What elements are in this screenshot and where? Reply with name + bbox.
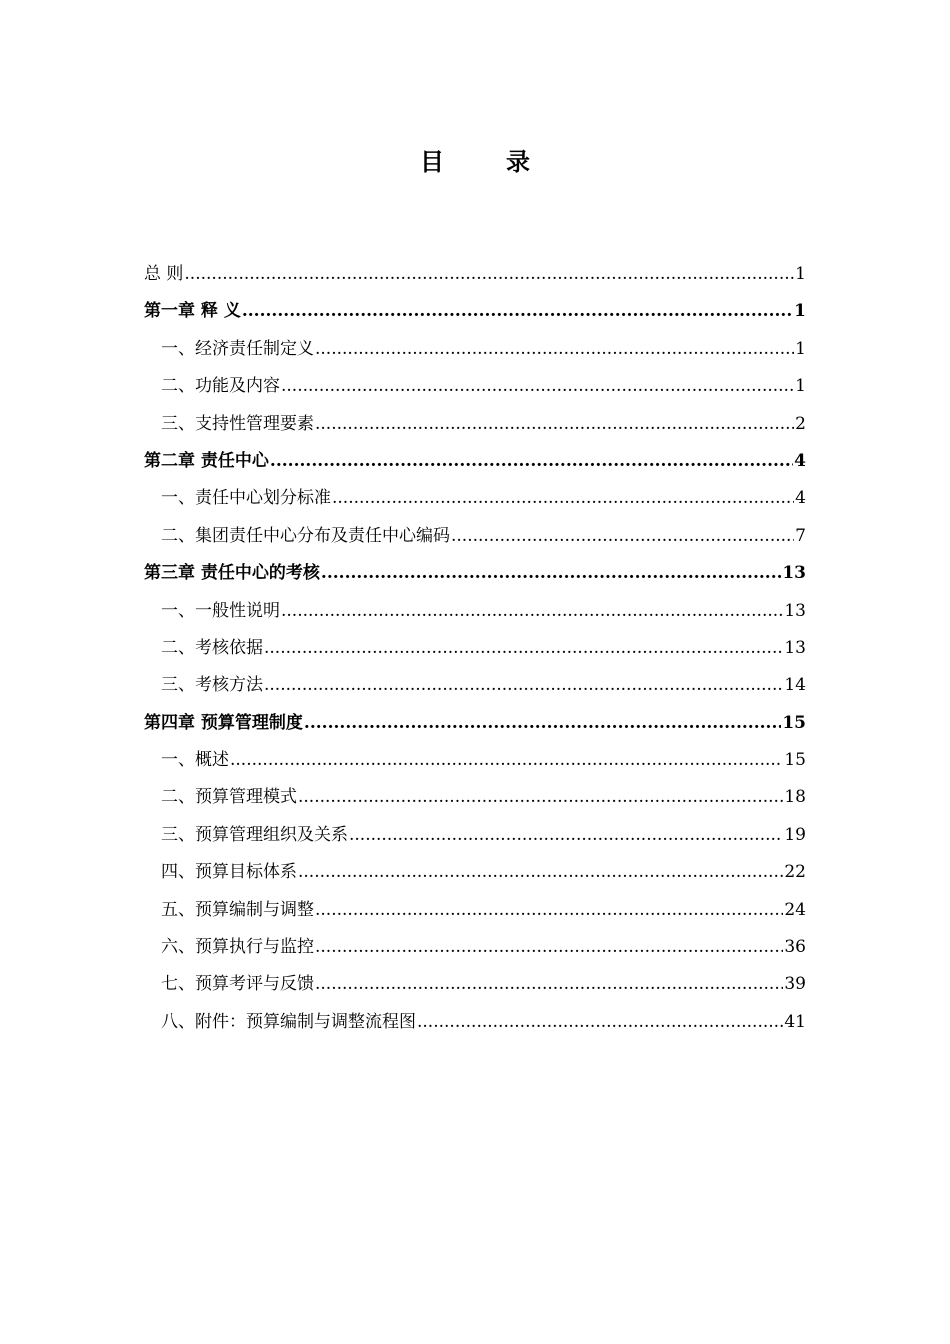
toc-entry-section[interactable] bbox=[144, 892, 806, 929]
toc-entry-page: 14 bbox=[784, 675, 806, 696]
toc-entry-section[interactable] bbox=[144, 593, 806, 630]
toc-dot-leader bbox=[264, 667, 783, 704]
toc-entry-page: 4 bbox=[794, 450, 806, 471]
toc-entry-section[interactable] bbox=[144, 667, 806, 704]
toc-entry-page: 41 bbox=[784, 1011, 806, 1032]
toc-entry-label: 二、集团责任中心分布及责任中心编码 bbox=[161, 525, 450, 546]
toc-entry-label: 一、概述 bbox=[161, 750, 229, 771]
toc-entry-page: 7 bbox=[795, 525, 806, 546]
toc-entry-label: 二、预算管理模式 bbox=[161, 787, 297, 808]
toc-entry-page: 13 bbox=[784, 600, 806, 621]
toc-entry-label: 一、一般性说明 bbox=[161, 600, 280, 621]
toc-dot-leader bbox=[242, 293, 793, 330]
toc-entry-label: 一、经济责任制定义 bbox=[161, 338, 314, 359]
toc-entry-chapter[interactable] bbox=[144, 705, 806, 742]
toc-entry-label: 第四章 预算管理制度 bbox=[144, 712, 303, 733]
toc-entry-label: 二、功能及内容 bbox=[161, 376, 280, 397]
toc-dot-leader bbox=[321, 555, 781, 592]
toc-entry-page: 22 bbox=[784, 862, 806, 883]
toc-dot-leader bbox=[298, 779, 783, 816]
toc-entry-page: 19 bbox=[784, 824, 806, 845]
toc-entry-label: 第二章 责任中心 bbox=[144, 450, 269, 471]
toc-entry-label: 七、预算考评与反馈 bbox=[161, 974, 314, 995]
toc-entry-label: 三、支持性管理要素 bbox=[161, 413, 314, 434]
toc-entry-chapter[interactable] bbox=[144, 293, 806, 330]
toc-entry-page: 13 bbox=[782, 563, 806, 584]
toc-entry-chapter[interactable] bbox=[144, 443, 806, 480]
toc-dot-leader bbox=[451, 518, 794, 555]
toc-dot-leader bbox=[315, 406, 794, 443]
toc-dot-leader bbox=[417, 1004, 783, 1041]
toc-entry-page: 15 bbox=[784, 750, 806, 771]
toc-entry-label: 八、附件：预算编制与调整流程图 bbox=[161, 1011, 416, 1032]
toc-entry-section[interactable] bbox=[144, 1004, 806, 1041]
toc-entry-section[interactable] bbox=[144, 406, 806, 443]
toc-entry-section[interactable] bbox=[144, 331, 806, 368]
toc-entry-page: 4 bbox=[795, 488, 806, 509]
toc-title: 目录 bbox=[420, 147, 592, 176]
toc-entry-label: 第三章 责任中心的考核 bbox=[144, 563, 320, 584]
toc-entry-chapter[interactable] bbox=[144, 555, 806, 592]
toc-dot-leader bbox=[264, 630, 783, 667]
toc-entry[interactable] bbox=[144, 256, 806, 293]
toc-dot-leader bbox=[281, 368, 794, 405]
toc-dot-leader bbox=[304, 705, 781, 742]
toc-entry-label: 三、预算管理组织及关系 bbox=[161, 824, 348, 845]
toc-entry-label: 一、责任中心划分标准 bbox=[161, 488, 331, 509]
toc-entry-label: 六、预算执行与监控 bbox=[161, 937, 314, 958]
toc-entry-section[interactable] bbox=[144, 966, 806, 1003]
toc-entry-section[interactable] bbox=[144, 480, 806, 517]
toc-entry-page: 1 bbox=[794, 301, 806, 322]
toc-entry-page: 13 bbox=[784, 637, 806, 658]
toc-entry-page: 36 bbox=[784, 937, 806, 958]
toc-entry-label: 四、预算目标体系 bbox=[161, 862, 297, 883]
toc-dot-leader bbox=[298, 854, 783, 891]
toc-dot-leader bbox=[281, 593, 783, 630]
toc-entry-section[interactable] bbox=[144, 742, 806, 779]
toc-entry-section[interactable] bbox=[144, 929, 806, 966]
toc-entry-page: 18 bbox=[784, 787, 806, 808]
toc-entry-section[interactable] bbox=[144, 779, 806, 816]
toc-dot-leader bbox=[349, 817, 783, 854]
toc-entry-page: 1 bbox=[795, 376, 806, 397]
toc-entry-label: 第一章 释 义 bbox=[144, 301, 241, 322]
toc-entry-section[interactable] bbox=[144, 518, 806, 555]
toc-dot-leader bbox=[315, 331, 794, 368]
toc-entry-section[interactable] bbox=[144, 854, 806, 891]
toc-entry-page: 1 bbox=[795, 264, 806, 284]
toc-dot-leader bbox=[315, 929, 783, 966]
toc-entry-page: 15 bbox=[782, 712, 806, 733]
toc-entry-page: 2 bbox=[795, 413, 806, 434]
toc-entry-label: 总 则 bbox=[144, 264, 184, 284]
toc-dot-leader bbox=[230, 742, 783, 779]
toc-entry-label: 三、考核方法 bbox=[161, 675, 263, 696]
toc-dot-leader bbox=[315, 966, 783, 1003]
toc-entry-page: 39 bbox=[784, 974, 806, 995]
toc-dot-leader bbox=[270, 443, 793, 480]
toc-dot-leader bbox=[332, 480, 794, 517]
toc-dot-leader bbox=[315, 892, 783, 929]
toc-dot-leader bbox=[184, 256, 794, 293]
toc-entry-label: 二、考核依据 bbox=[161, 637, 263, 658]
toc-entry-section[interactable] bbox=[144, 630, 806, 667]
toc-entry-label: 五、预算编制与调整 bbox=[161, 899, 314, 920]
toc-list bbox=[144, 256, 806, 1041]
toc-entry-section[interactable] bbox=[144, 817, 806, 854]
toc-entry-page: 24 bbox=[784, 899, 806, 920]
toc-entry-section[interactable] bbox=[144, 368, 806, 405]
toc-entry-page: 1 bbox=[795, 338, 806, 359]
